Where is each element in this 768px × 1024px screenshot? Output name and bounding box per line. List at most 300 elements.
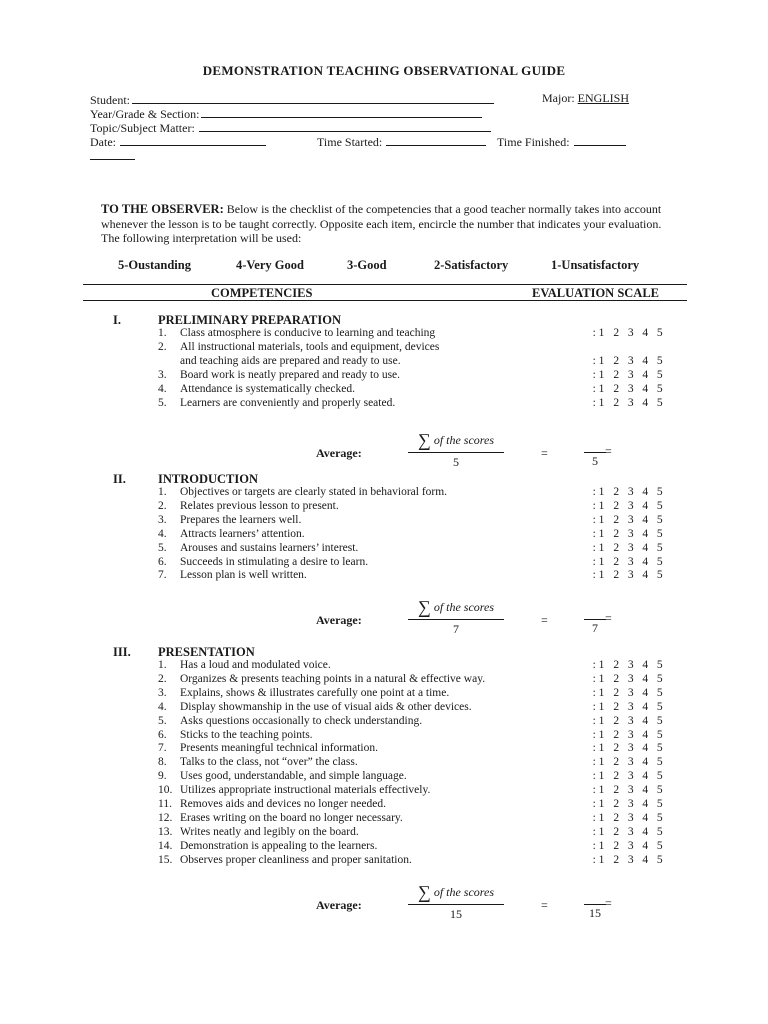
formula-denominator: 5	[453, 455, 459, 470]
scale-option-3[interactable]: 3	[627, 327, 634, 339]
scale-option-1[interactable]: : 1	[592, 527, 605, 540]
competency-item	[158, 715, 422, 727]
competency-item	[158, 673, 485, 685]
scale-option-5[interactable]: 5	[656, 486, 663, 498]
scale-option-1[interactable]: : 1	[592, 368, 605, 381]
item-number: 7.	[158, 569, 167, 582]
scale-option-1[interactable]: : 1	[592, 742, 605, 755]
scale-option-2[interactable]: 2	[613, 728, 620, 741]
scale-option-5[interactable]: 5	[656, 569, 663, 582]
evaluation-scale[interactable]	[588, 500, 667, 512]
item-text: Board work is neatly prepared and ready to use.	[180, 368, 401, 381]
rating-5: 5-Oustanding	[118, 258, 191, 272]
item-text: Sticks to the teaching points.	[180, 728, 313, 741]
scale-option-5[interactable]: 5	[656, 527, 663, 540]
item-text: Learners are conveniently and properly seated.	[180, 396, 396, 409]
evaluation-scale[interactable]	[588, 854, 667, 866]
scale-option-5[interactable]: 5	[656, 327, 663, 339]
scale-option-3[interactable]: 3	[627, 798, 634, 810]
sigma-symbol: ∑	[417, 881, 431, 902]
scale-option-2[interactable]: 2	[613, 541, 620, 554]
evaluation-scale[interactable]	[588, 569, 667, 581]
major-value: ENGLISH	[577, 91, 629, 105]
scale-option-4[interactable]: 4	[642, 756, 649, 769]
evaluation-scale[interactable]	[588, 701, 667, 713]
scale-option-5[interactable]: 5	[656, 513, 663, 526]
scale-option-2[interactable]: 2	[613, 784, 620, 797]
scale-option-4[interactable]: 4	[642, 382, 649, 395]
scale-option-4[interactable]: 4	[642, 839, 649, 852]
formula-denominator: 15	[450, 906, 462, 921]
observer-heading: TO THE OBSERVER:	[101, 202, 224, 216]
average-formula	[408, 882, 504, 922]
scale-option-1[interactable]: : 1	[592, 700, 605, 713]
item-text: Class atmosphere is conducive to learning and teaching	[180, 327, 436, 339]
scale-option-5[interactable]: 5	[656, 382, 663, 395]
section-number: I.	[113, 313, 121, 327]
item-number: 2.	[158, 672, 167, 685]
scale-option-5[interactable]: 5	[656, 354, 663, 367]
scale-option-5[interactable]: 5	[656, 728, 663, 741]
scale-option-1[interactable]: : 1	[592, 784, 605, 797]
scale-option-3[interactable]: 3	[627, 396, 634, 409]
scale-option-4[interactable]: 4	[642, 742, 649, 755]
scale-option-3[interactable]: 3	[627, 486, 634, 498]
competency-item	[158, 500, 339, 512]
competency-item	[158, 770, 407, 782]
competency-item	[158, 701, 472, 713]
major-label: Major:	[542, 91, 575, 105]
equals-sign: =	[541, 446, 548, 461]
evaluation-scale[interactable]	[588, 397, 667, 409]
sum-text: of the scores	[433, 433, 495, 448]
scale-option-4[interactable]: 4	[642, 770, 649, 783]
evaluation-scale[interactable]	[588, 826, 667, 838]
scale-option-2[interactable]: 2	[613, 396, 620, 409]
scale-option-4[interactable]: 4	[642, 396, 649, 409]
competency-item	[158, 397, 395, 409]
scale-option-5[interactable]: 5	[656, 742, 663, 755]
item-number: 5.	[158, 396, 167, 409]
scale-option-4[interactable]: 4	[642, 714, 649, 727]
result-denominator: 5	[592, 454, 598, 469]
scale-option-3[interactable]: 3	[627, 714, 634, 727]
item-number: 10.	[158, 784, 173, 797]
item-text: Explains, shows & illustrates carefully one point at a time.	[180, 686, 450, 699]
scale-option-5[interactable]: 5	[656, 541, 663, 554]
scale-option-1[interactable]: : 1	[592, 327, 605, 339]
scale-option-3[interactable]: 3	[627, 513, 634, 526]
scale-option-3[interactable]: 3	[627, 659, 634, 671]
scale-option-2[interactable]: 2	[613, 555, 620, 568]
scale-option-3[interactable]: 3	[627, 541, 634, 554]
average-result[interactable]	[584, 607, 606, 636]
evaluation-scale[interactable]	[588, 383, 667, 395]
scale-option-5[interactable]: 5	[656, 853, 663, 866]
scale-option-2[interactable]: 2	[613, 569, 620, 582]
scale-option-2[interactable]: 2	[613, 527, 620, 540]
scale-option-4[interactable]: 4	[642, 499, 649, 512]
item-text: Writes neatly and legibly on the board.	[180, 825, 359, 838]
competency-item	[158, 659, 331, 671]
scale-option-3[interactable]: 3	[627, 839, 634, 852]
scale-option-4[interactable]: 4	[642, 354, 649, 367]
student-line[interactable]	[132, 91, 494, 104]
scale-option-3[interactable]: 3	[627, 686, 634, 699]
sum-text: of the scores	[433, 600, 495, 615]
evaluation-scale[interactable]	[588, 715, 667, 727]
average-result[interactable]	[584, 440, 606, 469]
competency-item	[158, 514, 301, 526]
average-label: Average:	[316, 446, 362, 461]
scale-option-5[interactable]: 5	[656, 368, 663, 381]
competency-item	[158, 556, 368, 568]
scale-option-2[interactable]: 2	[613, 825, 620, 838]
scale-option-1[interactable]: : 1	[592, 354, 605, 367]
date-label: Date:	[90, 135, 116, 149]
scale-option-1[interactable]: : 1	[592, 686, 605, 699]
item-text: Organizes & presents teaching points in a natural & effective way.	[180, 672, 486, 685]
scale-option-4[interactable]: 4	[642, 853, 649, 866]
time-finished-field[interactable]	[497, 133, 626, 150]
evaluation-scale[interactable]	[588, 770, 667, 782]
scale-option-1[interactable]: : 1	[592, 770, 605, 783]
scale-option-1[interactable]: : 1	[592, 569, 605, 582]
item-text: Talks to the class, not “over” the class.	[180, 756, 358, 769]
item-text: Display showmanship in the use of visual aids & other devices.	[180, 700, 472, 713]
equals-sign: =	[541, 897, 548, 912]
scale-option-2[interactable]: 2	[613, 659, 620, 671]
scale-option-2[interactable]: 2	[613, 839, 620, 852]
result-denominator: 7	[592, 621, 598, 636]
header-rule-bottom	[83, 300, 687, 301]
item-text: Attendance is systematically checked.	[180, 382, 355, 395]
average-formula	[408, 430, 504, 470]
formula-numerator	[408, 430, 504, 453]
scale-option-3[interactable]: 3	[627, 770, 634, 783]
scale-option-5[interactable]: 5	[656, 714, 663, 727]
scale-option-5[interactable]: 5	[656, 798, 663, 810]
competency-item	[158, 812, 403, 824]
topic-label: Topic/Subject Matter:	[90, 121, 195, 135]
scale-option-5[interactable]: 5	[656, 499, 663, 512]
item-text: All instructional materials, tools and equipment, devices	[180, 340, 440, 353]
scale-option-1[interactable]: : 1	[592, 853, 605, 866]
scale-option-1[interactable]: : 1	[592, 555, 605, 568]
scale-option-2[interactable]: 2	[613, 486, 620, 498]
evaluation-scale[interactable]	[588, 798, 667, 810]
competency-item	[158, 840, 377, 852]
scale-option-4[interactable]: 4	[642, 811, 649, 824]
item-text: Uses good, understandable, and simple language.	[180, 770, 407, 783]
evaluation-scale[interactable]	[588, 784, 667, 796]
item-text: Has a loud and modulated voice.	[180, 659, 331, 671]
average-label: Average:	[316, 613, 362, 628]
scale-option-4[interactable]: 4	[642, 728, 649, 741]
scale-option-2[interactable]: 2	[613, 756, 620, 769]
item-number: 14.	[158, 839, 173, 852]
competency-item	[158, 369, 400, 381]
scale-option-4[interactable]: 4	[642, 700, 649, 713]
scale-option-2[interactable]: 2	[613, 714, 620, 727]
formula-denominator: 7	[453, 622, 459, 637]
scale-option-5[interactable]: 5	[656, 659, 663, 671]
scale-option-3[interactable]: 3	[627, 499, 634, 512]
item-number: 5.	[158, 541, 167, 554]
average-result[interactable]	[584, 892, 606, 921]
scale-option-2[interactable]: 2	[613, 354, 620, 367]
year-section-label: Year/Grade & Section:	[90, 107, 200, 121]
rating-1: 1-Unsatisfactory	[551, 258, 640, 272]
scale-option-5[interactable]: 5	[656, 756, 663, 769]
scale-option-3[interactable]: 3	[627, 354, 634, 367]
scale-option-3[interactable]: 3	[627, 825, 634, 838]
rating-2: 2-Satisfactory	[434, 258, 509, 272]
average-label: Average:	[316, 897, 362, 912]
item-text: Succeeds in stimulating a desire to learn.	[180, 555, 369, 568]
scale-option-1[interactable]: : 1	[592, 672, 605, 685]
scale-option-4[interactable]: 4	[642, 541, 649, 554]
item-number: 5.	[158, 714, 167, 727]
scale-option-5[interactable]: 5	[656, 770, 663, 783]
scale-option-3[interactable]: 3	[627, 569, 634, 582]
scale-option-4[interactable]: 4	[642, 486, 649, 498]
scale-option-4[interactable]: 4	[642, 784, 649, 797]
item-text: Asks questions occasionally to check understanding.	[180, 714, 423, 727]
equals-sign-2: =	[605, 611, 612, 626]
scale-option-2[interactable]: 2	[613, 798, 620, 810]
page-title: DEMONSTRATION TEACHING OBSERVATIONAL GUIDE	[202, 63, 566, 78]
scale-option-5[interactable]: 5	[656, 672, 663, 685]
item-number: 3.	[158, 686, 167, 699]
scale-option-3[interactable]: 3	[627, 742, 634, 755]
result-blank[interactable]	[584, 607, 606, 620]
scale-option-2[interactable]: 2	[613, 742, 620, 755]
scale-option-5[interactable]: 5	[656, 784, 663, 797]
scale-option-1[interactable]: : 1	[592, 839, 605, 852]
scale-option-5[interactable]: 5	[656, 555, 663, 568]
competency-item	[158, 798, 386, 810]
scale-option-2[interactable]: 2	[613, 700, 620, 713]
scale-option-2[interactable]: 2	[613, 770, 620, 783]
scale-option-5[interactable]: 5	[656, 811, 663, 824]
sigma-symbol: ∑	[417, 597, 431, 618]
scale-option-1[interactable]: : 1	[592, 396, 605, 409]
header-rule-top	[83, 284, 687, 285]
result-blank[interactable]	[584, 440, 606, 453]
item-number: 3.	[158, 368, 167, 381]
item-text: Objectives or targets are clearly stated in behavioral form.	[180, 486, 448, 498]
competency-item	[158, 341, 439, 353]
evaluation-scale[interactable]	[588, 327, 667, 339]
section-number: III.	[113, 645, 131, 659]
competency-item	[158, 742, 378, 754]
result-denominator: 15	[589, 905, 601, 920]
competencies-header: COMPETENCIES	[211, 286, 313, 300]
scale-option-3[interactable]: 3	[627, 382, 634, 395]
rating-3: 3-Good	[347, 258, 387, 272]
item-number: 1.	[158, 327, 167, 339]
item-number: 4.	[158, 382, 167, 395]
item-number: 15.	[158, 853, 173, 866]
scale-option-1[interactable]: : 1	[592, 541, 605, 554]
scale-option-5[interactable]: 5	[656, 825, 663, 838]
observer-instructions	[101, 202, 681, 246]
scale-option-5[interactable]: 5	[656, 839, 663, 852]
item-number: 6.	[158, 555, 167, 568]
evaluation-scale[interactable]	[588, 528, 667, 540]
equals-sign: =	[541, 613, 548, 628]
item-number: 8.	[158, 756, 167, 769]
student-label: Student:	[90, 93, 131, 107]
formula-numerator	[408, 597, 504, 620]
item-number: 1.	[158, 659, 167, 671]
competency-item	[158, 756, 358, 768]
scale-option-3[interactable]: 3	[627, 853, 634, 866]
scale-option-4[interactable]: 4	[642, 825, 649, 838]
formula-numerator	[408, 882, 504, 905]
evaluation-scale[interactable]	[588, 542, 667, 554]
sum-text: of the scores	[433, 884, 495, 899]
section-title: INTRODUCTION	[158, 472, 259, 486]
scale-option-3[interactable]: 3	[627, 368, 634, 381]
scale-option-5[interactable]: 5	[656, 396, 663, 409]
item-number: 13.	[158, 825, 173, 838]
scale-option-4[interactable]: 4	[642, 555, 649, 568]
item-number: 4.	[158, 527, 167, 540]
scale-option-4[interactable]: 4	[642, 327, 649, 339]
competency-item	[158, 784, 430, 796]
item-text: Observes proper cleanliness and proper sanitation.	[180, 853, 412, 866]
scale-option-4[interactable]: 4	[642, 672, 649, 685]
evaluation-scale[interactable]	[588, 812, 667, 824]
scale-option-2[interactable]: 2	[613, 672, 620, 685]
evaluation-scale[interactable]	[588, 729, 667, 741]
scale-option-4[interactable]: 4	[642, 798, 649, 810]
time-started-field[interactable]	[317, 133, 486, 150]
scale-option-1[interactable]: : 1	[592, 499, 605, 512]
scale-option-1[interactable]: : 1	[592, 382, 605, 395]
competency-item	[158, 486, 447, 498]
time-finished-line[interactable]	[574, 133, 626, 146]
scale-option-1[interactable]: : 1	[592, 714, 605, 727]
scale-option-1[interactable]: : 1	[592, 659, 605, 671]
competency-item	[158, 569, 307, 581]
item-number: 7.	[158, 742, 167, 755]
year-section-line[interactable]	[201, 105, 482, 118]
evaluation-scale[interactable]	[588, 355, 667, 367]
scale-option-5[interactable]: 5	[656, 686, 663, 699]
evaluation-scale[interactable]	[588, 556, 667, 568]
item-number: 6.	[158, 728, 167, 741]
evaluation-scale[interactable]	[588, 840, 667, 852]
scale-option-2[interactable]: 2	[613, 382, 620, 395]
scale-option-1[interactable]: : 1	[592, 756, 605, 769]
evaluation-scale[interactable]	[588, 659, 667, 671]
scale-option-1[interactable]: : 1	[592, 811, 605, 824]
item-text: Removes aids and devices no longer needed.	[180, 798, 386, 810]
time-finished-label: Time Finished:	[497, 135, 570, 149]
scale-option-4[interactable]: 4	[642, 513, 649, 526]
competency-item	[158, 729, 313, 741]
evaluation-scale[interactable]	[588, 514, 667, 526]
competency-item	[158, 826, 359, 838]
evaluation-scale[interactable]	[588, 742, 667, 754]
competency-item	[158, 687, 449, 699]
item-number: 2.	[158, 340, 167, 353]
scale-option-2[interactable]: 2	[613, 327, 620, 339]
date-line[interactable]	[120, 133, 266, 146]
item-number: 3.	[158, 513, 167, 526]
average-formula	[408, 597, 504, 637]
scale-option-4[interactable]: 4	[642, 527, 649, 540]
item-text: Lesson plan is well written.	[180, 569, 307, 582]
item-number: 9.	[158, 770, 167, 783]
scale-option-2[interactable]: 2	[613, 686, 620, 699]
time-started-line[interactable]	[386, 133, 486, 146]
item-text: Demonstration is appealing to the learners.	[180, 839, 378, 852]
scale-option-4[interactable]: 4	[642, 686, 649, 699]
scale-option-1[interactable]: : 1	[592, 728, 605, 741]
item-number: 2.	[158, 499, 167, 512]
scale-option-2[interactable]: 2	[613, 811, 620, 824]
item-text: Attracts learners’ attention.	[180, 527, 305, 540]
evaluation-scale[interactable]	[588, 673, 667, 685]
scale-option-3[interactable]: 3	[627, 527, 634, 540]
equals-sign-2: =	[605, 444, 612, 459]
evaluation-scale[interactable]	[588, 687, 667, 699]
scale-option-1[interactable]: : 1	[592, 486, 605, 498]
scale-option-4[interactable]: 4	[642, 368, 649, 381]
scale-option-4[interactable]: 4	[642, 569, 649, 582]
item-number: 4.	[158, 700, 167, 713]
section-number: II.	[113, 472, 126, 486]
evaluation-scale[interactable]	[588, 369, 667, 381]
scale-option-1[interactable]: : 1	[592, 798, 605, 810]
scale-option-2[interactable]: 2	[613, 853, 620, 866]
competency-item	[158, 528, 305, 540]
scale-option-3[interactable]: 3	[627, 784, 634, 797]
scale-option-2[interactable]: 2	[613, 513, 620, 526]
equals-sign-2: =	[605, 895, 612, 910]
scale-option-2[interactable]: 2	[613, 368, 620, 381]
scale-option-3[interactable]: 3	[627, 756, 634, 769]
scale-option-3[interactable]: 3	[627, 811, 634, 824]
scale-option-5[interactable]: 5	[656, 700, 663, 713]
scale-option-4[interactable]: 4	[642, 659, 649, 671]
scale-option-3[interactable]: 3	[627, 672, 634, 685]
scale-option-3[interactable]: 3	[627, 555, 634, 568]
scale-option-1[interactable]: : 1	[592, 825, 605, 838]
scale-option-3[interactable]: 3	[627, 700, 634, 713]
scale-option-2[interactable]: 2	[613, 499, 620, 512]
evaluation-scale[interactable]	[588, 486, 667, 498]
scale-option-3[interactable]: 3	[627, 728, 634, 741]
topic-line[interactable]	[199, 119, 491, 132]
observer-text: Below is the checklist of the competencies that a good teacher normally takes into account whenever the lesson is to be taught correctly. Opposite each item, encircle the number that indicates your evaluation. The following interpretation will be used:	[101, 202, 662, 245]
section-title: PRESENTATION	[158, 645, 255, 659]
time-finished-line-cont[interactable]	[90, 147, 135, 164]
item-text: Relates previous lesson to present.	[180, 499, 339, 512]
evaluation-scale[interactable]	[588, 756, 667, 768]
competency-item	[158, 383, 355, 395]
item-number: 11.	[158, 798, 172, 810]
result-blank[interactable]	[584, 892, 606, 905]
major-field	[542, 91, 629, 106]
item-text: Presents meaningful technical information.	[180, 742, 378, 755]
scale-option-1[interactable]: : 1	[592, 513, 605, 526]
competency-item	[158, 327, 435, 339]
